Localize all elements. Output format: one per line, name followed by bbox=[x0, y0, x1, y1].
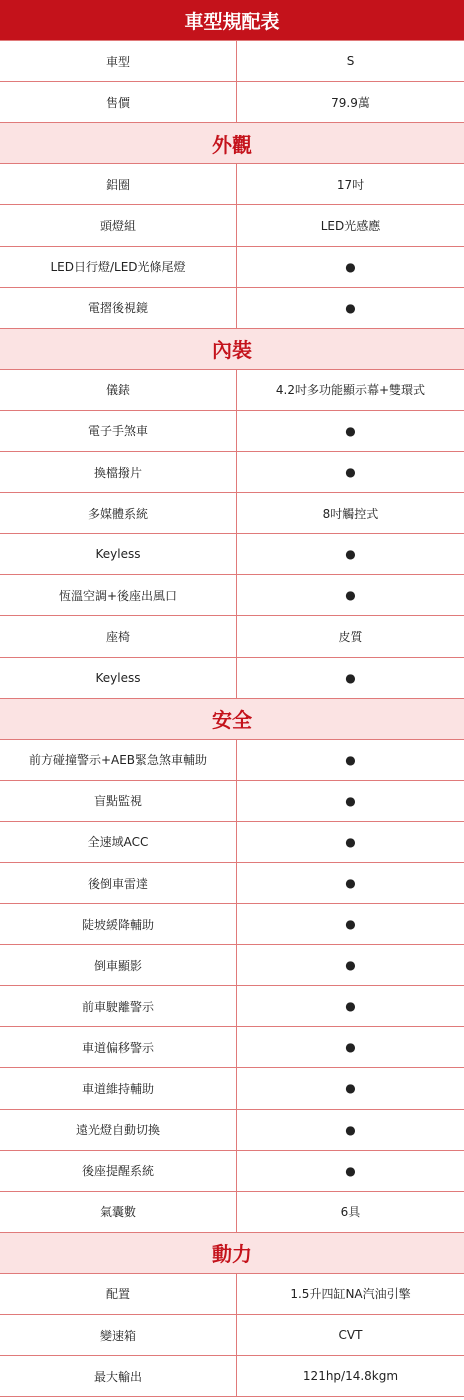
spec-label: LED日行燈/LED光條尾燈 bbox=[0, 247, 237, 287]
spec-label: Keyless bbox=[0, 534, 237, 574]
spec-value: 1.5升四缸NA汽油引擎 bbox=[290, 1287, 411, 1302]
spec-label: 電摺後視鏡 bbox=[0, 288, 237, 328]
spec-label: 全速域ACC bbox=[0, 822, 237, 862]
feature-dot: ● bbox=[345, 793, 356, 808]
spec-value: 4.2吋多功能顯示幕+雙環式 bbox=[275, 383, 426, 398]
spec-label: 最大輸出 bbox=[0, 1356, 237, 1396]
spec-label: 售價 bbox=[0, 82, 237, 122]
feature-dot: ● bbox=[345, 917, 356, 932]
spec-label: 鋁圈 bbox=[0, 164, 237, 204]
spec-value: CVT bbox=[338, 1328, 363, 1343]
spec-value: LED光感應 bbox=[320, 219, 381, 234]
spec-label: 換檔撥片 bbox=[0, 452, 237, 492]
spec-label: 後座提醒系統 bbox=[0, 1151, 237, 1191]
feature-dot: ● bbox=[345, 834, 356, 849]
spec-value: 6具 bbox=[340, 1205, 361, 1220]
table-row bbox=[0, 1027, 464, 1068]
feature-dot: ● bbox=[345, 465, 356, 480]
feature-dot: ● bbox=[345, 588, 356, 603]
section-header: 動力 bbox=[0, 1233, 464, 1274]
spec-label: 車型 bbox=[0, 41, 237, 81]
spec-label: 多媒體系統 bbox=[0, 493, 237, 533]
spec-label: 變速箱 bbox=[0, 1315, 237, 1355]
spec-rows bbox=[0, 41, 464, 1397]
feature-dot: ● bbox=[345, 300, 356, 315]
spec-value: 79.9萬 bbox=[331, 95, 370, 110]
page-title: 車型規配表 bbox=[0, 0, 464, 41]
table-row bbox=[0, 205, 464, 246]
feature-dot: ● bbox=[345, 1040, 356, 1055]
table-row bbox=[0, 1356, 464, 1397]
table-row bbox=[0, 1110, 464, 1151]
spec-label: 座椅 bbox=[0, 616, 237, 656]
spec-label: Keyless bbox=[0, 658, 237, 698]
spec-label: 前車駛離警示 bbox=[0, 986, 237, 1026]
spec-label: 盲點監視 bbox=[0, 781, 237, 821]
table-row bbox=[0, 1274, 464, 1315]
table-row bbox=[0, 616, 464, 657]
feature-dot: ● bbox=[345, 1163, 356, 1178]
spec-label: 恆溫空調+後座出風口 bbox=[0, 575, 237, 615]
spec-value: S bbox=[346, 54, 355, 69]
feature-dot: ● bbox=[345, 1122, 356, 1137]
table-row bbox=[0, 781, 464, 822]
spec-label: 遠光燈自動切換 bbox=[0, 1110, 237, 1150]
table-row bbox=[0, 863, 464, 904]
table-row bbox=[0, 452, 464, 493]
spec-value: 皮質 bbox=[338, 629, 363, 644]
spec-label: 車道維持輔助 bbox=[0, 1068, 237, 1108]
table-row bbox=[0, 822, 464, 863]
feature-dot: ● bbox=[345, 876, 356, 891]
table-row bbox=[0, 247, 464, 288]
table-row bbox=[0, 411, 464, 452]
table-row bbox=[0, 288, 464, 329]
table-row bbox=[0, 1151, 464, 1192]
table-row bbox=[0, 82, 464, 123]
spec-label: 後倒車雷達 bbox=[0, 863, 237, 903]
feature-dot: ● bbox=[345, 423, 356, 438]
table-row bbox=[0, 1315, 464, 1356]
feature-dot: ● bbox=[345, 670, 356, 685]
feature-dot: ● bbox=[345, 999, 356, 1014]
table-row bbox=[0, 945, 464, 986]
table-row bbox=[0, 740, 464, 781]
table-row bbox=[0, 986, 464, 1027]
section-header: 安全 bbox=[0, 699, 464, 740]
spec-value: 8吋觸控式 bbox=[322, 506, 379, 521]
table-row bbox=[0, 164, 464, 205]
spec-label: 電子手煞車 bbox=[0, 411, 237, 451]
spec-label: 車道偏移警示 bbox=[0, 1027, 237, 1067]
table-row bbox=[0, 658, 464, 699]
spec-label: 氣囊數 bbox=[0, 1192, 237, 1232]
spec-label: 頭燈組 bbox=[0, 205, 237, 245]
spec-label: 陡坡緩降輔助 bbox=[0, 904, 237, 944]
spec-label: 配置 bbox=[0, 1274, 237, 1314]
spec-value: 121hp/14.8kgm bbox=[302, 1369, 399, 1384]
table-row bbox=[0, 370, 464, 411]
spec-value: 17吋 bbox=[336, 177, 365, 192]
feature-dot: ● bbox=[345, 547, 356, 562]
feature-dot: ● bbox=[345, 958, 356, 973]
section-header: 內裝 bbox=[0, 329, 464, 370]
table-row bbox=[0, 1192, 464, 1233]
feature-dot: ● bbox=[345, 752, 356, 767]
table-row bbox=[0, 575, 464, 616]
table-row bbox=[0, 1068, 464, 1109]
table-row bbox=[0, 904, 464, 945]
section-header: 外觀 bbox=[0, 123, 464, 164]
spec-label: 前方碰撞警示+AEB緊急煞車輔助 bbox=[0, 740, 237, 780]
table-row bbox=[0, 534, 464, 575]
spec-label: 儀錶 bbox=[0, 370, 237, 410]
spec-label: 倒車顯影 bbox=[0, 945, 237, 985]
table-row bbox=[0, 493, 464, 534]
feature-dot: ● bbox=[345, 259, 356, 274]
table-row bbox=[0, 41, 464, 82]
feature-dot: ● bbox=[345, 1081, 356, 1096]
